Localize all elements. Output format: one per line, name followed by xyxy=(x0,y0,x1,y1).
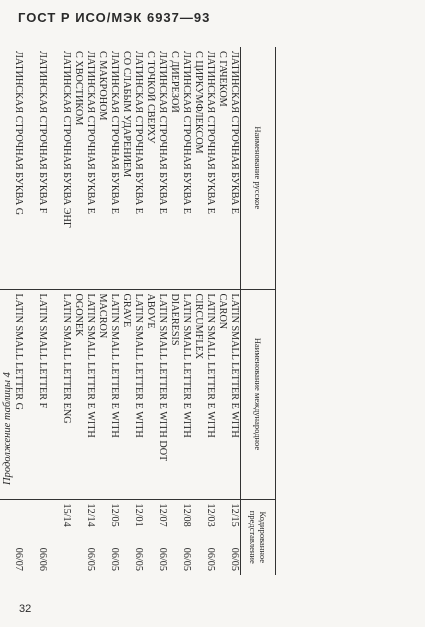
code-diacritic: 12/15 xyxy=(229,503,240,527)
cell-russian-name xyxy=(216,47,241,289)
international-name-line: LATIN SMALL LETTER E WITH xyxy=(205,293,216,438)
russian-name-line: С ХВОСТИКОМ xyxy=(73,51,84,126)
page-number: 32 xyxy=(19,603,32,615)
code-base-letter: 06/05 xyxy=(109,547,120,571)
cell-russian-name xyxy=(120,47,144,289)
cell-coded-representation xyxy=(192,499,216,575)
russian-name-line: ЛАТИНСКАЯ СТРОЧНАЯ БУКВА G xyxy=(13,51,24,216)
russian-name-line: ЛАТИНСКАЯ СТРОЧНАЯ БУКВА ЭНГ xyxy=(61,51,72,228)
cell-coded-representation xyxy=(216,499,241,575)
international-name-line: LATIN SMALL LETTER E WITH xyxy=(133,293,144,438)
table-row xyxy=(120,47,144,575)
code-base-letter: 06/05 xyxy=(85,547,96,571)
cell-coded-representation xyxy=(96,499,120,575)
cell-coded-representation xyxy=(168,499,192,575)
code-base-letter: 06/07 xyxy=(13,547,24,571)
russian-name-line: ЛАТИНСКАЯ СТРОЧНАЯ БУКВА E xyxy=(205,51,216,214)
cell-russian-name xyxy=(192,47,216,289)
russian-name-line: ЛАТИНСКАЯ СТРОЧНАЯ БУКВА E xyxy=(85,51,96,214)
cell-coded-representation xyxy=(72,499,96,575)
cell-russian-name xyxy=(0,47,24,289)
cell-russian-name xyxy=(24,47,48,289)
code-diacritic: 12/03 xyxy=(205,503,216,527)
international-name-line: DIAERESIS xyxy=(169,293,180,346)
russian-name-line: ЛАТИНСКАЯ СТРОЧНАЯ БУКВА E xyxy=(229,51,240,214)
russian-name-line: ЛАТИНСКАЯ СТРОЧНАЯ БУКВА F xyxy=(37,51,48,214)
cell-international-name xyxy=(0,289,24,499)
russian-name-line: ЛАТИНСКАЯ СТРОЧНАЯ БУКВА E xyxy=(157,51,168,214)
cell-international-name xyxy=(144,289,168,499)
international-name-line: ABOVE xyxy=(145,293,156,329)
cell-russian-name xyxy=(168,47,192,289)
code-base-letter: 06/05 xyxy=(229,547,240,571)
table-row xyxy=(96,47,120,575)
russian-name-line: С МАКРОНОМ xyxy=(97,51,108,121)
international-name-line: LATIN SMALL LETTER G xyxy=(13,293,24,410)
code-base-letter: 06/06 xyxy=(37,547,48,571)
character-table xyxy=(0,47,276,575)
cell-russian-name xyxy=(48,47,72,289)
international-name-line: GRAVE xyxy=(121,293,132,328)
code-diacritic: 12/08 xyxy=(181,503,192,527)
code-base-letter: 06/05 xyxy=(157,547,168,571)
cell-russian-name xyxy=(144,47,168,289)
cell-coded-representation xyxy=(120,499,144,575)
international-name-line: CIRCUMFLEX xyxy=(193,293,204,360)
code-base-letter: 06/05 xyxy=(133,547,144,571)
table-caption: Продолжение таблицы 4 xyxy=(2,372,13,485)
table-row xyxy=(168,47,192,575)
international-name-line: LATIN SMALL LETTER F xyxy=(37,293,48,409)
cell-russian-name xyxy=(96,47,120,289)
international-name-line: MACRON xyxy=(97,293,108,339)
table-row xyxy=(24,47,48,575)
russian-name-line: СО СЛАБЫМ УДАРЕНИЕМ xyxy=(121,51,132,178)
column-header-international: Наименование международное xyxy=(241,289,276,499)
cell-coded-representation xyxy=(0,499,24,575)
international-name-line: OGONEK xyxy=(73,293,84,337)
table-row xyxy=(48,47,72,575)
table-row xyxy=(216,47,241,575)
cell-international-name xyxy=(168,289,192,499)
table-row xyxy=(192,47,216,575)
document-header: ГОСТ Р ИСО/МЭК 6937—93 xyxy=(18,10,211,25)
international-name-line: CARON xyxy=(217,293,228,330)
russian-name-line: ЛАТИНСКАЯ СТРОЧНАЯ БУКВА E xyxy=(133,51,144,214)
table-container xyxy=(13,47,276,575)
table-body xyxy=(0,47,241,575)
cell-coded-representation xyxy=(48,499,72,575)
column-header-russian: Наименование русское xyxy=(241,47,276,289)
cell-international-name xyxy=(48,289,72,499)
russian-name-line: С ЦИРКУМФЛЕКСОМ xyxy=(193,51,204,154)
table-header-row xyxy=(241,47,276,575)
code-base-letter: 06/05 xyxy=(205,547,216,571)
code-diacritic: 12/14 xyxy=(85,503,96,527)
russian-name-line: С ГАЧЕКОМ xyxy=(217,51,228,107)
cell-international-name xyxy=(192,289,216,499)
international-name-line: LATIN SMALL LETTER E WITH xyxy=(85,293,96,438)
code-diacritic: 15/14 xyxy=(61,503,72,527)
cell-international-name xyxy=(216,289,241,499)
cell-international-name xyxy=(24,289,48,499)
table-row xyxy=(72,47,96,575)
column-header-coded: Кодированное представление xyxy=(241,499,276,575)
international-name-line: LATIN SMALL LETTER ENG xyxy=(61,293,72,424)
russian-name-line: ЛАТИНСКАЯ СТРОЧНАЯ БУКВА E xyxy=(109,51,120,214)
table-row xyxy=(0,47,24,575)
cell-international-name xyxy=(96,289,120,499)
russian-name-line: ЛАТИНСКАЯ СТРОЧНАЯ БУКВА E xyxy=(181,51,192,214)
russian-name-line: С ТОЧКОЙ СВЕРХУ xyxy=(145,51,156,144)
cell-coded-representation xyxy=(144,499,168,575)
code-base-letter: 06/05 xyxy=(181,547,192,571)
table-row xyxy=(144,47,168,575)
international-name-line: LATIN SMALL LETTER E WITH xyxy=(109,293,120,438)
code-diacritic: 12/05 xyxy=(109,503,120,527)
cell-international-name xyxy=(72,289,96,499)
russian-name-line: С ДИЕРЕЗОЙ xyxy=(169,51,180,113)
cell-coded-representation xyxy=(24,499,48,575)
code-diacritic: 12/01 xyxy=(133,503,144,527)
cell-international-name xyxy=(120,289,144,499)
international-name-line: LATIN SMALL LETTER E WITH xyxy=(229,293,240,438)
international-name-line: LATIN SMALL LETTER E WITH DOT xyxy=(157,293,168,462)
international-name-line: LATIN SMALL LETTER E WITH xyxy=(181,293,192,438)
code-diacritic: 12/07 xyxy=(157,503,168,527)
cell-russian-name xyxy=(72,47,96,289)
